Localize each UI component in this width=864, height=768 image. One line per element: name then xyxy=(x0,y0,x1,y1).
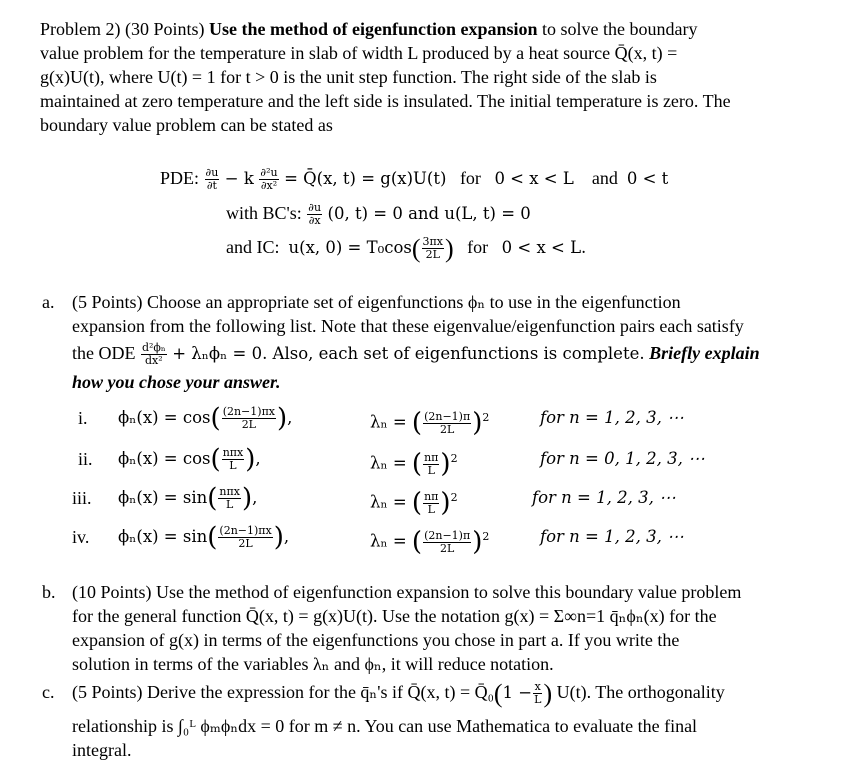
option-marker: iii. xyxy=(72,488,92,508)
problem-points: (30 Points) xyxy=(125,19,205,39)
pde-for: for xyxy=(459,168,481,188)
part-b-line-3: expansion of g(x) in terms of the eigenfunctions you chose in part a. If you write the xyxy=(72,630,680,650)
option-eigenfunction: ϕₙ(x) = cos( $\frac{\text{nπx}}{L}$ ), xyxy=(118,444,261,475)
ic-equation: and IC: u(x, 0) = T₀cos( $\frac{3\pi x}{2L}$ ) for 0 < x < L. xyxy=(226,233,587,263)
bc-equation xyxy=(226,201,531,227)
part-a-line-2: expansion from the following list. Note that these eigenvalue/eigenfunction pairs each satisfy xyxy=(72,316,744,336)
part-b-line-2: for the general function Q̄(x, t) = g(x)U(t). Use the notation g(x) = Σ∞n=1 q̄ₙϕₙ(x) for the xyxy=(72,606,717,626)
option-eigenvalue: λₙ = ( $\frac{n\pi}{L}$ )$^2$ xyxy=(370,488,458,518)
option-eigenvalue: λₙ = ( $\frac{(2n-1)\pi}{2L}$ )$^2$ xyxy=(370,527,490,557)
option-marker: ii. xyxy=(78,449,93,469)
option-range: for n = 1, 2, 3, ⋯ xyxy=(532,488,676,507)
part-a-line-1: (5 Points) Choose an appropriate set of eigenfunctions ϕₙ to use in the eigenfunction xyxy=(72,292,681,312)
ic-lhs: u(x, 0) = T₀cos xyxy=(288,238,412,257)
part-a-line-3: the ODE $\frac{\text{d²ϕₙ}}{\text{dx²}}$ + λₙϕₙ = 0. Also, each set of eigenfunctions is complete. Briefly explain xyxy=(72,341,760,368)
intro-line-1 xyxy=(40,17,698,41)
du-dt-fraction: $\frac{\partial u}{\partial t}$ xyxy=(205,166,219,193)
option-eigenfunction: ϕₙ(x) = sin( $\frac{\text{nπx}}{L}$ ), xyxy=(118,483,258,514)
pde-rhs: = Q̄(x, t) = g(x)U(t) xyxy=(284,169,447,188)
intro-line-1-rest: to solve the boundary xyxy=(542,19,698,39)
ic-label: and IC: xyxy=(226,237,280,257)
bc-label: with BC's: xyxy=(226,203,302,223)
option-range: for n = 1, 2, 3, ⋯ xyxy=(540,527,684,546)
part-c-line-2: relationship is ∫₀ᴸ ϕₘϕₙdx = 0 for m ≠ n. You can use Mathematica to evaluate the final xyxy=(72,716,698,736)
option-range: for n = 1, 2, 3, ⋯ xyxy=(540,408,684,427)
intro-line-5: boundary value problem can be stated as xyxy=(40,115,333,135)
pde-equation: PDE: $\frac{\partial u}{\partial t}$ − k $\frac{\text{∂²u}}{\text{∂x²}}$ = Q̄(x, t) = g(x)U(t) for 0 < x < L and 0 < t xyxy=(160,166,669,193)
option-eigenfunction: ϕₙ(x) = cos( $\frac{(2n-1)\pi x}{2L}$ ), xyxy=(118,403,293,434)
part-a-line-4: how you chose your answer. xyxy=(72,372,281,392)
part-a-marker: a. xyxy=(42,292,55,312)
part-c-line-1: (5 Points) Derive the expression for the q̄ₙ's if Q̄(x, t) = Q̄₀(1 − $\frac{x}{L}$ ) U(t). The orthogonality xyxy=(72,678,725,708)
ic-range: 0 < x < L. xyxy=(501,238,587,257)
option-eigenfunction: ϕₙ(x) = sin( $\frac{(2n-1)\pi x}{2L}$ ), xyxy=(118,522,290,553)
pde-time: 0 < t xyxy=(626,169,669,188)
part-b-marker: b. xyxy=(42,582,56,602)
part-b-line-1: (10 Points) Use the method of eigenfunction expansion to solve this boundary value problem xyxy=(72,582,742,602)
part-b-line-4: solution in terms of the variables λₙ and ϕₙ, it will reduce notation. xyxy=(72,654,554,674)
option-eigenvalue: λₙ = ( $\frac{(2n-1)\pi}{2L}$ )$^2$ xyxy=(370,408,490,438)
option-marker: iv. xyxy=(72,527,90,547)
option-range: for n = 0, 1, 2, 3, ⋯ xyxy=(540,449,705,468)
option-marker: i. xyxy=(78,408,88,428)
bc-text: (0, t) = 0 and u(L, t) = 0 xyxy=(327,204,531,223)
problem-label: Problem 2) xyxy=(40,19,121,39)
option-eigenvalue: λₙ = ( $\frac{n\pi}{L}$ )$^2$ xyxy=(370,449,458,479)
ic-argument: $\frac{3\pi x}{2L}$ xyxy=(422,235,443,262)
part-c-line-3: integral. xyxy=(72,740,132,760)
pde-range: 0 < x < L xyxy=(494,169,574,188)
intro-line-2: value problem for the temperature in slab of width L produced by a heat source Q̄(x, t) = xyxy=(40,43,678,63)
du-dx-fraction: $\frac{\partial u}{\partial x}$ xyxy=(308,201,322,228)
part-c-marker: c. xyxy=(42,682,55,702)
bold-instruction: Use the method of eigenfunction expansion xyxy=(209,19,538,39)
intro-line-4: maintained at zero temperature and the left side is insulated. The initial temperature is zero. The xyxy=(40,91,731,111)
d2u-dx2-fraction: $\frac{\text{∂²u}}{\text{∂x²}}$ xyxy=(260,166,278,193)
pde-and: and xyxy=(591,168,618,188)
intro-line-3: g(x)U(t), where U(t) = 1 for t > 0 is the unit step function. The right side of the slab is xyxy=(40,67,657,87)
ode-fraction: $\frac{\text{d²ϕₙ}}{\text{dx²}}$ xyxy=(141,341,166,368)
ic-for: for xyxy=(467,237,489,257)
pde-label: PDE: xyxy=(160,168,200,188)
